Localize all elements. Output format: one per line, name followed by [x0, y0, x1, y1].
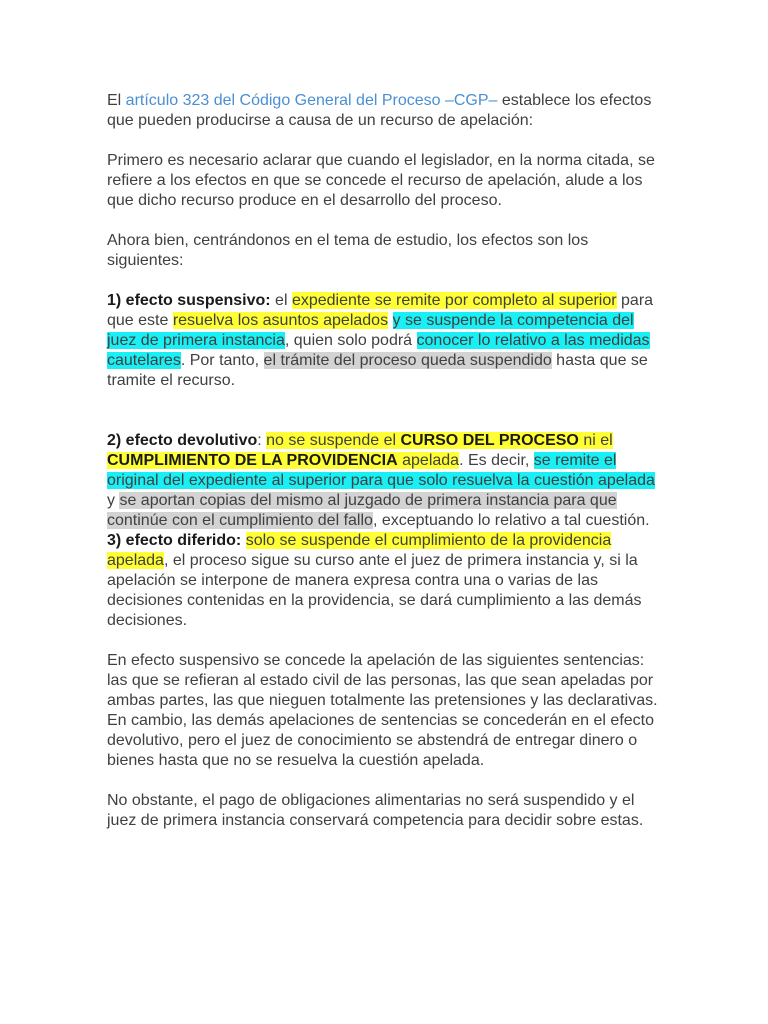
highlight-cyan: se remite el original del expediente al superior para que solo resuelva la cuestión apelada	[107, 452, 655, 489]
text: establece los efectos que pueden producirse a causa de un recurso de apelación:	[107, 92, 652, 129]
text: , el proceso sigue su curso ante el juez de primera instancia y, si la apelación se interpone de manera expresa contra una o varias de las decisiones contenidas en la providencia, se dará cumplimiento a las demás decisiones.	[107, 552, 642, 629]
highlight-gray: el trámite del proceso queda suspendido	[263, 352, 552, 369]
text: El	[107, 92, 126, 109]
effect-suspensive-paragraph	[107, 291, 667, 391]
effect-title: 1) efecto suspensivo:	[107, 292, 271, 309]
effect-title: 3) efecto diferido:	[107, 532, 242, 549]
effect-devolutive-paragraph	[107, 431, 667, 531]
text: , exceptuando lo relativo a tal cuestión.	[372, 512, 650, 529]
effect-title: 2) efecto devolutivo	[107, 432, 258, 449]
text: apelada	[397, 452, 460, 469]
highlight-cyan: conocer lo relativo a las medidas cautelares	[107, 332, 650, 369]
text: y	[107, 492, 120, 509]
article-link[interactable]: artículo 323 del Código General del Proceso –CGP–	[125, 92, 498, 109]
text: ni el	[578, 432, 613, 449]
paragraph-sentences: En efecto suspensivo se concede la apelación de las siguientes sentencias: las que se refieran al estado civil de las personas, las que sean apeladas por ambas partes, las que nieguen totalmente las pretensiones y las declarativas. En cambio, las demás apelaciones de sentencias se concederán en el efecto devolutivo, pero el juez de conocimiento se abstendrá de entregar dinero o bienes hasta que no se resuelva la cuestión apelada.	[107, 652, 658, 769]
text: hasta que se tramite el recurso.	[107, 352, 648, 389]
text: , quien solo podrá	[284, 332, 417, 349]
paragraph-alimony: No obstante, el pago de obligaciones alimentarias no será suspendido y el juez de primera instancia conservará competencia para decidir sobre estas.	[107, 792, 644, 829]
bold-text: CUMPLIMIENTO DE LA PROVIDENCIA	[107, 452, 398, 469]
highlight-yellow: resuelva los asuntos apelados	[172, 312, 389, 329]
text: para que este	[107, 292, 654, 329]
intro-paragraph	[107, 91, 667, 131]
text: el	[270, 292, 292, 309]
paragraph-legislator: Primero es necesario aclarar que cuando el legislador, en la norma citada, se refiere a los efectos en que se concede el recurso de apelación, alude a los que dicho recurso produce en el desarrollo del proceso.	[107, 152, 655, 209]
effect-deferred-paragraph	[107, 531, 667, 631]
highlight-cyan: y se suspende la competencia del juez de primera instancia	[107, 312, 634, 349]
highlight-yellow: expediente se remite por completo al superior	[291, 292, 617, 309]
paragraph-study-topic: Ahora bien, centrándonos en el tema de estudio, los efectos son los siguientes:	[107, 232, 589, 269]
text: no se suspende el	[266, 432, 401, 449]
text: . Por tanto,	[180, 352, 264, 369]
document-body	[107, 91, 667, 831]
text: :	[257, 432, 267, 449]
highlight-yellow: solo se suspende el cumplimiento de la providencia apelada	[107, 532, 612, 569]
highlight-gray: se aportan copias del mismo al juzgado de primera instancia para que continúe con el cumplimiento del fallo	[107, 492, 617, 529]
bold-text: CURSO DEL PROCESO	[400, 432, 579, 449]
text	[388, 312, 392, 329]
text: . Es decir,	[459, 452, 534, 469]
